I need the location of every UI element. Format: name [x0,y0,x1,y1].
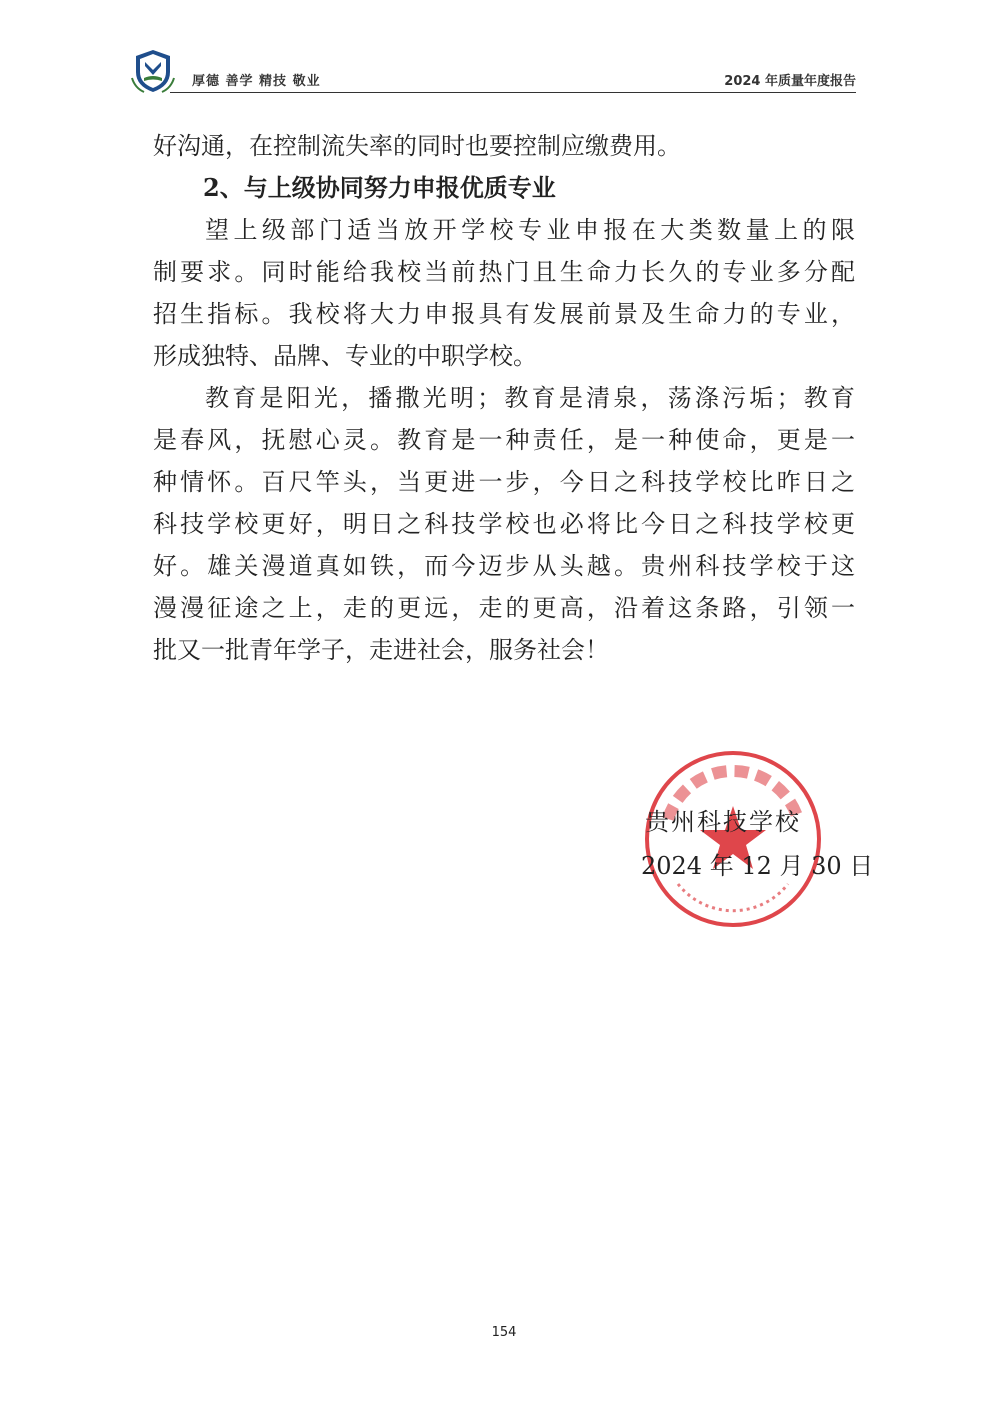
text-line: 招生指标。我校将大力申报具有发展前景及生命力的专业， [153,300,855,328]
section-heading: 2、与上级协同努力申报优质专业 [203,173,556,202]
signature-school: 贵州科技学校 [645,808,801,836]
text-line: 形成独特、品牌、专业的中职学校。 [153,342,537,370]
school-logo [130,48,176,94]
text-line: 漫漫征途之上，走的更远，走的更高，沿着这条路，引领一 [153,594,855,622]
text-line: 好。雄关漫道真如铁，而今迈步从头越。贵州科技学校于这 [153,552,855,580]
signature-date: 2024 年 12 月 30 日 [641,852,874,880]
report-title: 2024 年质量年度报告 [724,74,856,89]
text-line: 科技学校更好，明日之科技学校也必将比今日之科技学校更 [153,510,855,538]
text-line: 望上级部门适当放开学校专业申报在大类数量上的限 [205,216,855,244]
text-line: 制要求。同时能给我校当前热门且生命力长久的专业多分配 [153,258,855,286]
page-number: 154 [491,1325,517,1340]
page-header [130,44,856,96]
text-line: 是春风，抚慰心灵。教育是一种责任，是一种使命，更是一 [153,426,855,454]
body-text [153,125,855,671]
text-line: 教育是阳光，播撒光明；教育是清泉，荡涤污垢；教育 [205,384,855,412]
text-line: 好沟通，在控制流失率的同时也要控制应缴费用。 [153,132,681,160]
signature-block [641,800,874,888]
school-motto: 厚德 善学 精技 敬业 [192,74,321,89]
text-line: 种情怀。百尺竿头，当更进一步，今日之科技学校比昨日之 [153,468,855,496]
text-line: 批又一批青年学子，走进社会，服务社会！ [153,636,609,664]
header-rule [170,92,856,93]
